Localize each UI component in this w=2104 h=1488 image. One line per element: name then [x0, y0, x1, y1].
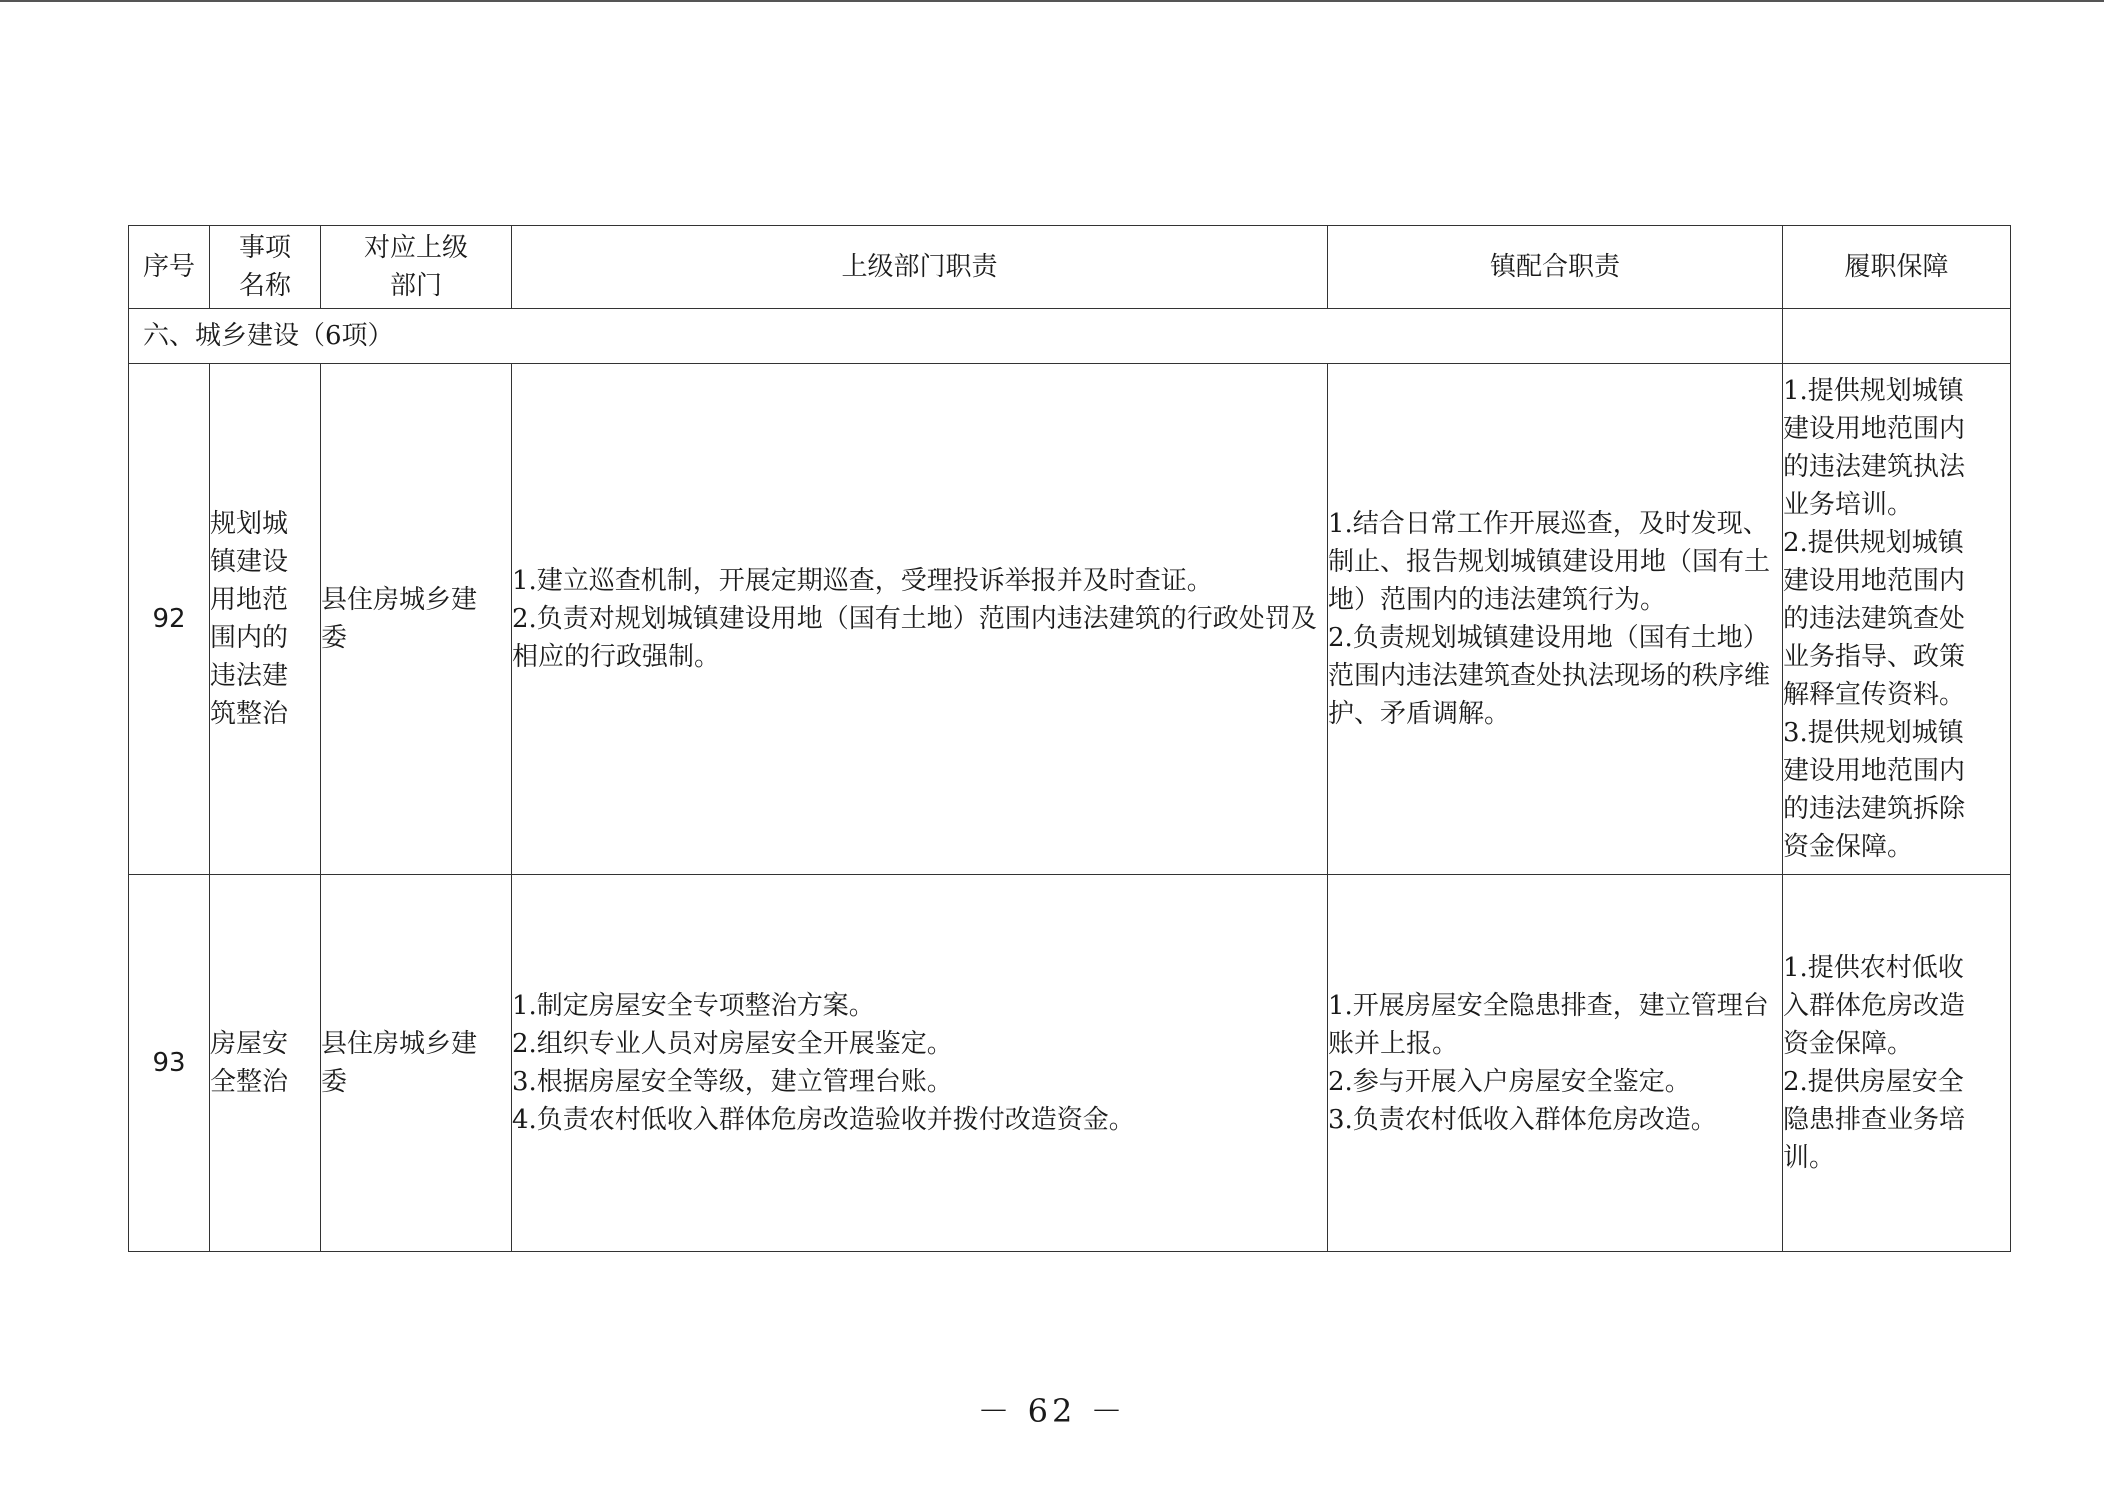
page-number: － 62 －	[977, 1392, 1127, 1430]
row-upper-duties	[512, 875, 1328, 1252]
header-item-name-line1: 事项	[238, 233, 291, 263]
row-guarantee	[1783, 364, 2011, 875]
upper-duty-item: 1.建立巡查机制，开展定期巡查，受理投诉举报并及时查证。	[512, 566, 1213, 596]
header-upper-duties-label: 上级部门职责	[841, 252, 998, 282]
row-upper-dept-text: 县住房城乡建委	[321, 1029, 478, 1097]
upper-duty-item: 3.根据房屋安全等级，建立管理台账。	[512, 1067, 953, 1097]
duties-table	[128, 225, 2011, 1252]
upper-duty-item: 4.负责农村低收入群体危房改造验收并拨付改造资金。	[512, 1105, 1135, 1135]
row-item-name-text: 房屋安全整治	[210, 1029, 289, 1097]
table-row	[129, 364, 2011, 875]
row-seq: 92	[129, 364, 210, 875]
town-duty-item: 2.参与开展入户房屋安全鉴定。	[1328, 1067, 1691, 1097]
guarantee-item: 1.提供规划城镇建设用地范围内的违法建筑执法业务培训。	[1783, 376, 1966, 520]
upper-duty-item: 2.负责对规划城镇建设用地（国有土地）范围内违法建筑的行政处罚及相应的行政强制。	[512, 604, 1317, 672]
top-border-line	[0, 0, 2104, 2]
row-upper-dept	[321, 875, 512, 1252]
guarantee-item: 2.提供房屋安全隐患排查业务培训。	[1783, 1067, 1966, 1173]
row-item-name	[210, 364, 321, 875]
row-upper-dept	[321, 364, 512, 875]
row-town-duties	[1328, 364, 1783, 875]
town-duty-item: 1.结合日常工作开展巡查，及时发现、制止、报告规划城镇建设用地（国有土地）范围内的违法建筑行为。	[1328, 509, 1771, 615]
row-item-name-text: 规划城镇建设用地范围内的违法建筑整治	[210, 509, 289, 729]
town-duty-item: 1.开展房屋安全隐患排查，建立管理台账并上报。	[1328, 991, 1769, 1059]
header-upper-duties	[512, 226, 1328, 309]
upper-duty-item: 1.制定房屋安全专项整治方案。	[512, 991, 875, 1021]
guarantee-item: 2.提供规划城镇建设用地范围内的违法建筑查处业务指导、政策解释宣传资料。	[1783, 528, 1966, 710]
header-town-duties-label: 镇配合职责	[1489, 252, 1620, 282]
header-upper-dept-line2: 部门	[389, 271, 442, 301]
guarantee-item: 3.提供规划城镇建设用地范围内的违法建筑拆除资金保障。	[1783, 718, 1966, 862]
header-guarantee-label: 履职保障	[1844, 252, 1949, 282]
header-item-name	[210, 226, 321, 309]
row-upper-duties	[512, 364, 1328, 875]
row-upper-dept-text: 县住房城乡建委	[321, 585, 478, 653]
header-guarantee	[1783, 226, 2011, 309]
town-duty-item: 2.负责规划城镇建设用地（国有土地）范围内违法建筑查处执法现场的秩序维护、矛盾调解。	[1328, 623, 1771, 729]
upper-duty-item: 2.组织专业人员对房屋安全开展鉴定。	[512, 1029, 953, 1059]
header-town-duties	[1328, 226, 1783, 309]
header-seq	[129, 226, 210, 309]
section-title: 六、城乡建设（6项）	[129, 309, 1783, 364]
section-empty-cell	[1783, 309, 2011, 364]
header-item-name-line2: 名称	[238, 271, 291, 301]
town-duty-item: 3.负责农村低收入群体危房改造。	[1328, 1105, 1717, 1135]
table-row	[129, 875, 2011, 1252]
header-row	[129, 226, 2011, 309]
row-seq: 93	[129, 875, 210, 1252]
header-upper-dept-line1: 对应上级	[363, 233, 468, 263]
row-guarantee	[1783, 875, 2011, 1252]
header-seq-label: 序号	[142, 252, 195, 282]
section-row	[129, 309, 2011, 364]
row-item-name	[210, 875, 321, 1252]
header-upper-dept	[321, 226, 512, 309]
guarantee-item: 1.提供农村低收入群体危房改造资金保障。	[1783, 953, 1966, 1059]
row-town-duties	[1328, 875, 1783, 1252]
